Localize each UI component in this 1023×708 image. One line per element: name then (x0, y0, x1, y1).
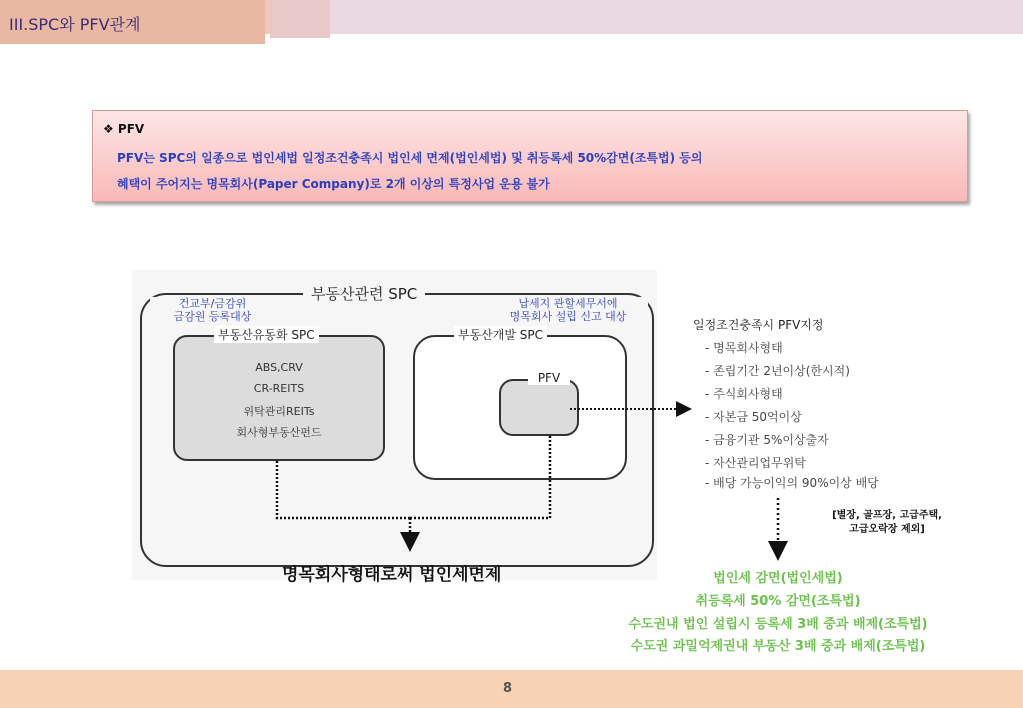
condition-item: - 존립기간 2년이상(한시적) (705, 364, 850, 378)
condition-item: - 자본금 50억이상 (705, 410, 802, 424)
securitization-spc-title: 부동산유동화 SPC (214, 326, 319, 343)
right-note-line-2: 명목회사 설립 신고 대상 (509, 310, 627, 323)
development-spc-title: 부동산개발 SPC (454, 326, 547, 343)
pfv-label: PFV (528, 371, 570, 385)
condition-item: - 주식회사형태 (705, 387, 783, 401)
conditions-heading: 일정조건충족시 PFV지정 (693, 318, 824, 332)
condition-item: - 명목회사형태 (705, 341, 783, 355)
benefit-line: 취등록세 50% 감면(조특법) (695, 594, 861, 609)
tax-exemption-result: 명목회사형태로써 법인세면제 (282, 565, 502, 585)
exclusion-note-line-2: 고급오락장 제외] (849, 524, 925, 535)
page-title: III.SPC와 PFV관계 (9, 15, 141, 34)
exclusion-note-line-1: [별장, 골프장, 고급주택, (832, 510, 942, 521)
pfv-heading: ❖ PFV (103, 122, 145, 136)
real-estate-spc-title: 부동산관련 SPC (303, 283, 425, 304)
left-note-line-2: 금감원 등록대상 (173, 310, 252, 323)
left-box-down-connector (277, 461, 410, 518)
right-box-down-connector (410, 436, 550, 518)
left-item-fund: 회사형부동산펀드 (236, 426, 322, 439)
benefit-line: 수도권내 법인 설립시 등록세 3배 중과 배제(조특법) (628, 617, 928, 632)
left-note-line-1: 건교부/금감위 (178, 297, 247, 310)
left-item-trust-reits: 위탁관리REITs (243, 405, 315, 418)
footer-bar (0, 670, 1023, 708)
left-item-cr-reits: CR-REITS (253, 382, 305, 395)
right-note-line-1: 납세지 관할세무서에 (518, 297, 618, 310)
condition-item: - 배당 가능이익의 90%이상 배당 (705, 476, 879, 490)
condition-item: - 자산관리업무위탁 (705, 456, 806, 470)
exclusion-note (812, 509, 962, 537)
definition-line-1: PFV는 SPC의 일종으로 법인세법 일정조건충족시 법인세 면제(법인세법) 및 취등록세 50%감면(조특법) 등의 (117, 151, 703, 165)
page-number: 8 (503, 681, 513, 696)
left-item-abs-crv: ABS,CRV (255, 361, 303, 374)
condition-item: - 금융기관 5%이상출자 (705, 433, 829, 447)
benefit-line: 법인세 감면(법인세법) (713, 571, 843, 586)
definition-line-2: 혜택이 주어지는 명목회사(Paper Company)로 2개 이상의 특정사업 운용 불가 (117, 177, 550, 191)
benefit-line: 수도권 과밀억제권내 부동산 3배 중과 배제(조특법) (630, 639, 926, 654)
